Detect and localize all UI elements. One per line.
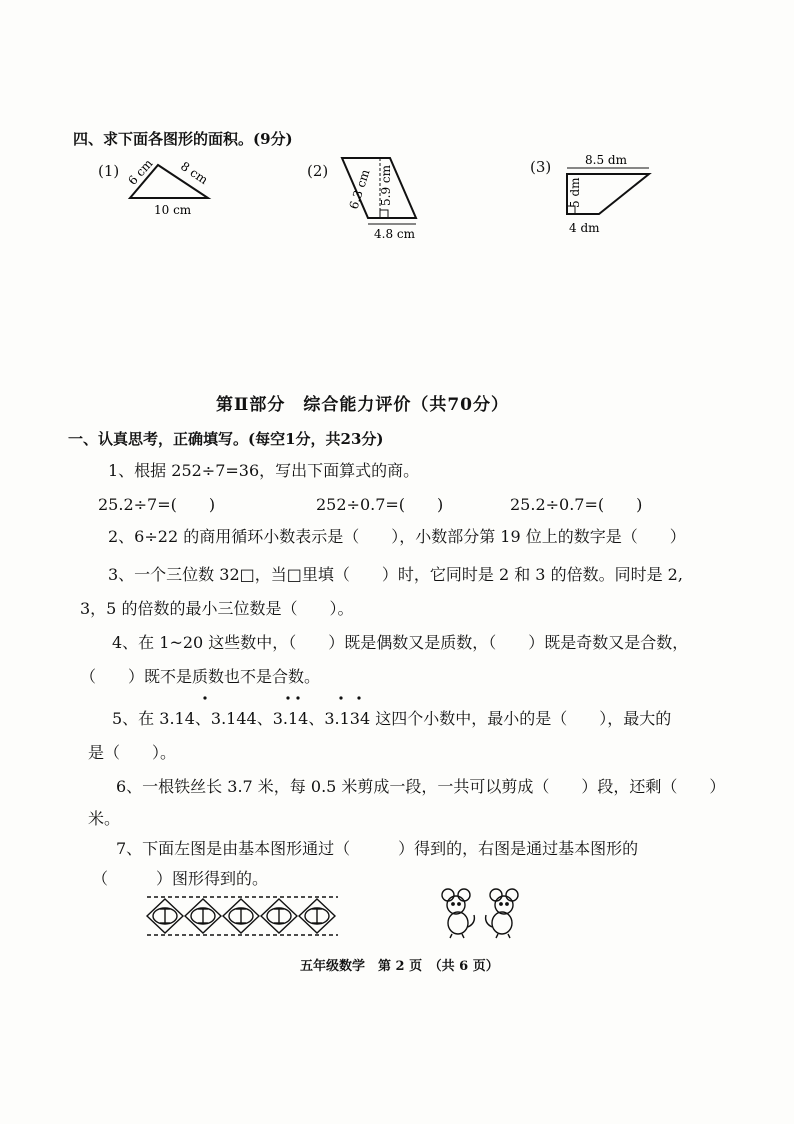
q7-line-1: 7、下面左图是由基本图形通过（ ）得到的，右图是通过基本图形的 bbox=[116, 839, 639, 858]
q7-symmetric-mice bbox=[438, 885, 523, 940]
section-1-heading: 一、认真思考，正确填写。(每空1分，共23分) bbox=[68, 430, 384, 448]
figure-3-top: 8.5 dm bbox=[585, 153, 627, 167]
figure-3-bottom: 4 dm bbox=[569, 221, 600, 235]
figure-3-label: (3) bbox=[530, 158, 552, 176]
q6-line-2: 米。 bbox=[88, 809, 121, 828]
q7-translation-pattern bbox=[145, 893, 340, 943]
q2-text: 2、6÷22 的商用循环小数表示是（ ），小数部分第 19 位上的数字是（ ） bbox=[108, 527, 686, 546]
figure-2-base: 4.8 cm bbox=[374, 227, 415, 241]
figure-1-side-b: 8 cm bbox=[178, 158, 211, 188]
figure-2-side: 6.3 cm bbox=[346, 167, 373, 211]
figure-1-side-a: 6 cm bbox=[125, 156, 156, 188]
figure-1-triangle bbox=[120, 150, 220, 220]
q4-line-1: 4、在 1~20 这些数中，（ ）既是偶数又是质数，（ ）既是奇数又是合数， bbox=[112, 633, 689, 652]
pattern-unit bbox=[147, 899, 183, 933]
repeating-decimal-dots bbox=[200, 692, 400, 704]
q7-line-2: （ ）图形得到的。 bbox=[92, 869, 269, 888]
part-2-title: 第Ⅱ部分 综合能力评价（共70分） bbox=[216, 395, 509, 415]
figure-1-base: 10 cm bbox=[154, 203, 192, 217]
page-footer: 五年级数学 第 2 页 （共 6 页） bbox=[300, 959, 499, 974]
q1-text: 1、根据 252÷7=36，写出下面算式的商。 bbox=[108, 461, 420, 480]
q1-item-2: 252÷0.7=( ) bbox=[316, 495, 444, 514]
section-4-heading: 四、求下面各图形的面积。(9分) bbox=[73, 130, 293, 148]
figure-2-height: 5.9 cm bbox=[379, 165, 393, 206]
figure-3-height: 5 dm bbox=[568, 177, 582, 208]
figure-3-trapezoid bbox=[555, 150, 665, 240]
mouse-left-icon bbox=[442, 889, 474, 938]
q4-line-2: （ ）既不是质数也不是合数。 bbox=[80, 667, 321, 686]
q5-line-2: 是（ ）。 bbox=[88, 743, 177, 762]
figure-2-parallelogram bbox=[330, 150, 430, 245]
mouse-right-icon bbox=[486, 889, 518, 938]
q6-line-1: 6、一根铁丝长 3.7 米，每 0.5 米剪成一段，一共可以剪成（ ）段，还剩（ ） bbox=[116, 777, 726, 796]
q3-line-1: 3、一个三位数 32□，当□里填（ ）时，它同时是 2 和 3 的倍数。同时是 2, bbox=[108, 565, 683, 584]
q5-line-1: 5、在 3.14、3.144、3.14、3.134 这四个小数中，最小的是（ ），最大的 bbox=[112, 709, 672, 728]
figure-2-label: (2) bbox=[307, 162, 329, 180]
q3-line-2: 3，5 的倍数的最小三位数是（ ）。 bbox=[80, 599, 354, 618]
q1-item-1: 25.2÷7=( ) bbox=[98, 495, 216, 514]
q1-item-3: 25.2÷0.7=( ) bbox=[510, 495, 643, 514]
figure-1-label: (1) bbox=[98, 162, 120, 180]
